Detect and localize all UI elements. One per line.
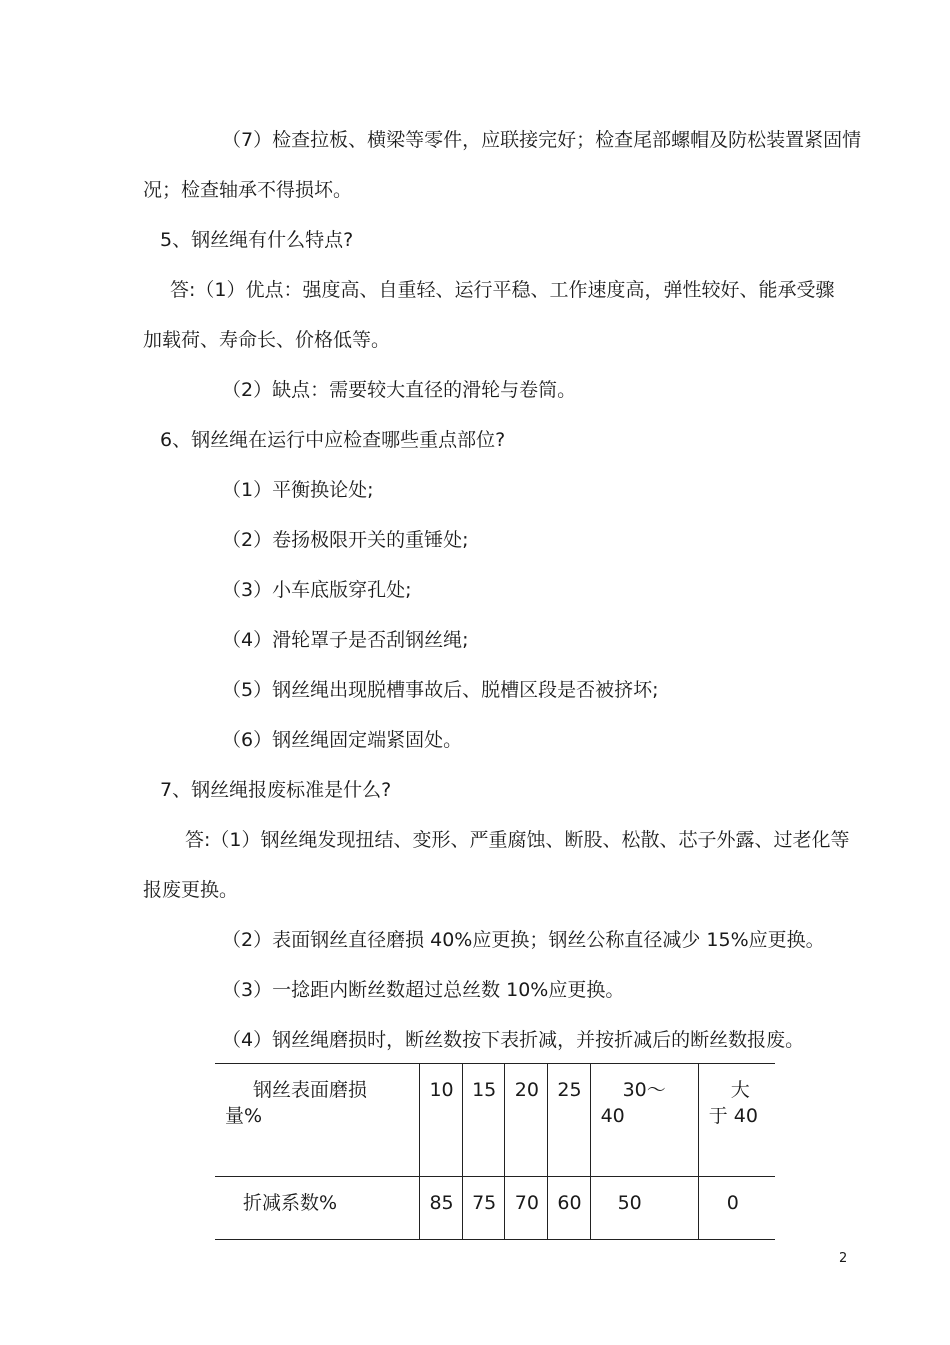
line-2: 况；检查轴承不得损坏。 bbox=[143, 179, 353, 201]
line-13: （6）钢丝绳固定端紧固处。 bbox=[222, 729, 463, 751]
line-11: （4）滑轮罩子是否刮钢丝绳; bbox=[222, 629, 469, 651]
line-6: （2）缺点：需要较大直径的滑轮与卷筒。 bbox=[222, 379, 577, 401]
line-5: 加载荷、寿命长、价格低等。 bbox=[143, 329, 391, 351]
line-10: （3）小车底版穿孔处; bbox=[222, 579, 412, 601]
line-16: 报废更换。 bbox=[143, 879, 239, 901]
header-text-line2: 量% bbox=[225, 1105, 263, 1127]
table-cell: 60 bbox=[547, 1177, 590, 1240]
table-header-cell bbox=[215, 1064, 420, 1177]
line-4: 答:（1）优点：强度高、自重轻、运行平稳、工作速度高，弹性较好、能承受骤 bbox=[170, 279, 835, 301]
reduction-table bbox=[215, 1063, 775, 1240]
table-cell: 70 bbox=[505, 1177, 548, 1240]
line-1: （7）检查拉板、横梁等零件，应联接完好；检查尾部螺帽及防松装置紧固情 bbox=[222, 129, 862, 151]
table-cell: 75 bbox=[462, 1177, 505, 1240]
table-cell: 25 bbox=[547, 1064, 590, 1177]
table-cell: 10 bbox=[420, 1064, 463, 1177]
table-cell bbox=[698, 1064, 775, 1177]
header-text-line1: 钢丝表面磨损 bbox=[253, 1079, 368, 1101]
table-cell: 85 bbox=[420, 1177, 463, 1240]
question-6: 6、钢丝绳在运行中应检查哪些重点部位? bbox=[160, 429, 506, 451]
table-header-cell: 折减系数% bbox=[243, 1192, 338, 1214]
line-19: （4）钢丝绳磨损时，断丝数按下表折减，并按折减后的断丝数报废。 bbox=[222, 1029, 805, 1051]
table-cell: 15 bbox=[462, 1064, 505, 1177]
line-8: （1）平衡换论处; bbox=[222, 479, 374, 501]
line-9: （2）卷扬极限开关的重锤处; bbox=[222, 529, 469, 551]
question-7: 7、钢丝绳报废标准是什么? bbox=[160, 779, 392, 801]
question-5: 5、钢丝绳有什么特点? bbox=[160, 229, 354, 251]
table-cell: 0 bbox=[698, 1177, 775, 1240]
line-17: （2）表面钢丝直径磨损 40%应更换；钢丝公称直径减少 15%应更换。 bbox=[222, 929, 825, 951]
cell-line1: 大 bbox=[730, 1079, 750, 1101]
page-number: 2 bbox=[839, 1251, 848, 1266]
line-18: （3）一捻距内断丝数超过总丝数 10%应更换。 bbox=[222, 979, 625, 1001]
cell-line2: 40 bbox=[600, 1105, 625, 1127]
line-15: 答:（1）钢丝绳发现扭结、变形、严重腐蚀、断股、松散、芯子外露、过老化等 bbox=[185, 829, 850, 851]
table-cell bbox=[590, 1064, 698, 1177]
table-row bbox=[215, 1064, 775, 1177]
table-row bbox=[215, 1177, 775, 1240]
cell-line2: 于 40 bbox=[708, 1105, 758, 1127]
table-cell: 20 bbox=[505, 1064, 548, 1177]
table-cell: 50 bbox=[590, 1177, 698, 1240]
line-12: （5）钢丝绳出现脱槽事故后、脱槽区段是否被挤坏; bbox=[222, 679, 659, 701]
cell-line1: 30～ bbox=[622, 1079, 666, 1101]
